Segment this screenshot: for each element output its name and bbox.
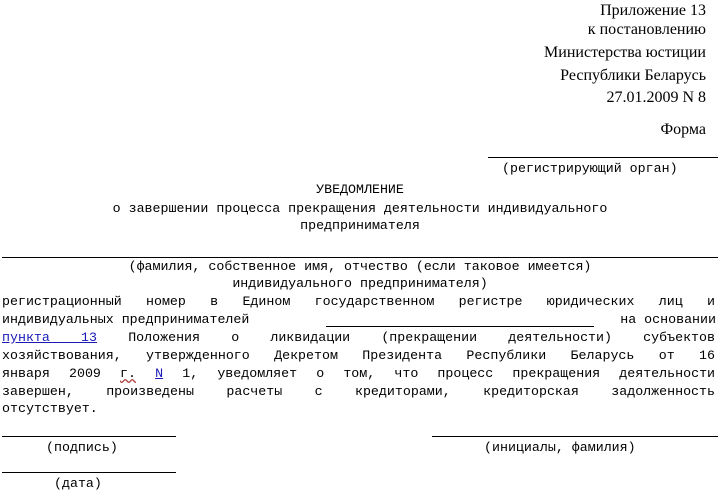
header-date-number: 27.01.2009 N 8 bbox=[606, 89, 706, 106]
body-line-3-rest: Положения о ликвидации (прекращении деятельности) субъектов bbox=[128, 330, 715, 345]
initials-caption: (инициалы, фамилия) bbox=[484, 440, 636, 455]
decree-number-link[interactable]: N bbox=[155, 366, 164, 381]
name-caption-line2: индивидуального предпринимателя) bbox=[232, 276, 488, 291]
name-caption-line1: (фамилия, собственное имя, отчество (если таковое имеется) bbox=[128, 259, 592, 274]
document-subtitle-line2: предпринимателя bbox=[300, 218, 420, 233]
year-abbrev: г. bbox=[120, 366, 137, 381]
header-resolution: к постановлению bbox=[587, 21, 706, 38]
date-caption: (дата) bbox=[54, 476, 102, 491]
initials-line bbox=[432, 436, 718, 437]
body-line-2-end: на основании bbox=[620, 312, 716, 327]
body-line-6: завершен, произведены расчеты с кредиторами, кредиторская задолженность bbox=[2, 384, 715, 399]
header-ministry: Министерства юстиции bbox=[544, 44, 706, 61]
body-line-2 bbox=[2, 312, 249, 327]
body-line-5-rest: 1, уведомляет о том, что процесс прекращения деятельности bbox=[182, 366, 716, 381]
body-line-5-start: января 2009 bbox=[2, 366, 101, 381]
paragraph-13-link[interactable]: пункта 13 bbox=[2, 330, 98, 345]
signature-line bbox=[2, 436, 176, 437]
body-line-5 bbox=[2, 366, 715, 381]
signature-caption: (подпись) bbox=[46, 440, 118, 455]
header-appendix: Приложение 13 bbox=[600, 2, 706, 19]
body-line-4: хозяйствования, утвержденного Декретом Президента Республики Беларусь от 16 bbox=[2, 348, 715, 363]
name-line bbox=[2, 257, 718, 258]
body-line-7: отсутствует. bbox=[2, 401, 98, 416]
body-line-3 bbox=[2, 330, 715, 345]
registration-number-field bbox=[326, 312, 594, 327]
registrar-caption: (регистрирующий орган) bbox=[502, 161, 678, 176]
document-title: УВЕДОМЛЕНИЕ bbox=[316, 182, 404, 197]
body-line-2-start: индивидуальных предпринимателей bbox=[2, 312, 250, 327]
document-subtitle-line1: о завершении процесса прекращения деятельности индивидуального bbox=[112, 201, 608, 216]
registrar-line bbox=[488, 157, 718, 158]
date-line bbox=[2, 472, 176, 473]
header-form-label: Форма bbox=[660, 121, 706, 138]
header-country: Республики Беларусь bbox=[560, 67, 706, 84]
body-line-1: регистрационный номер в Едином государственном регистре юридических лиц и bbox=[2, 294, 715, 309]
